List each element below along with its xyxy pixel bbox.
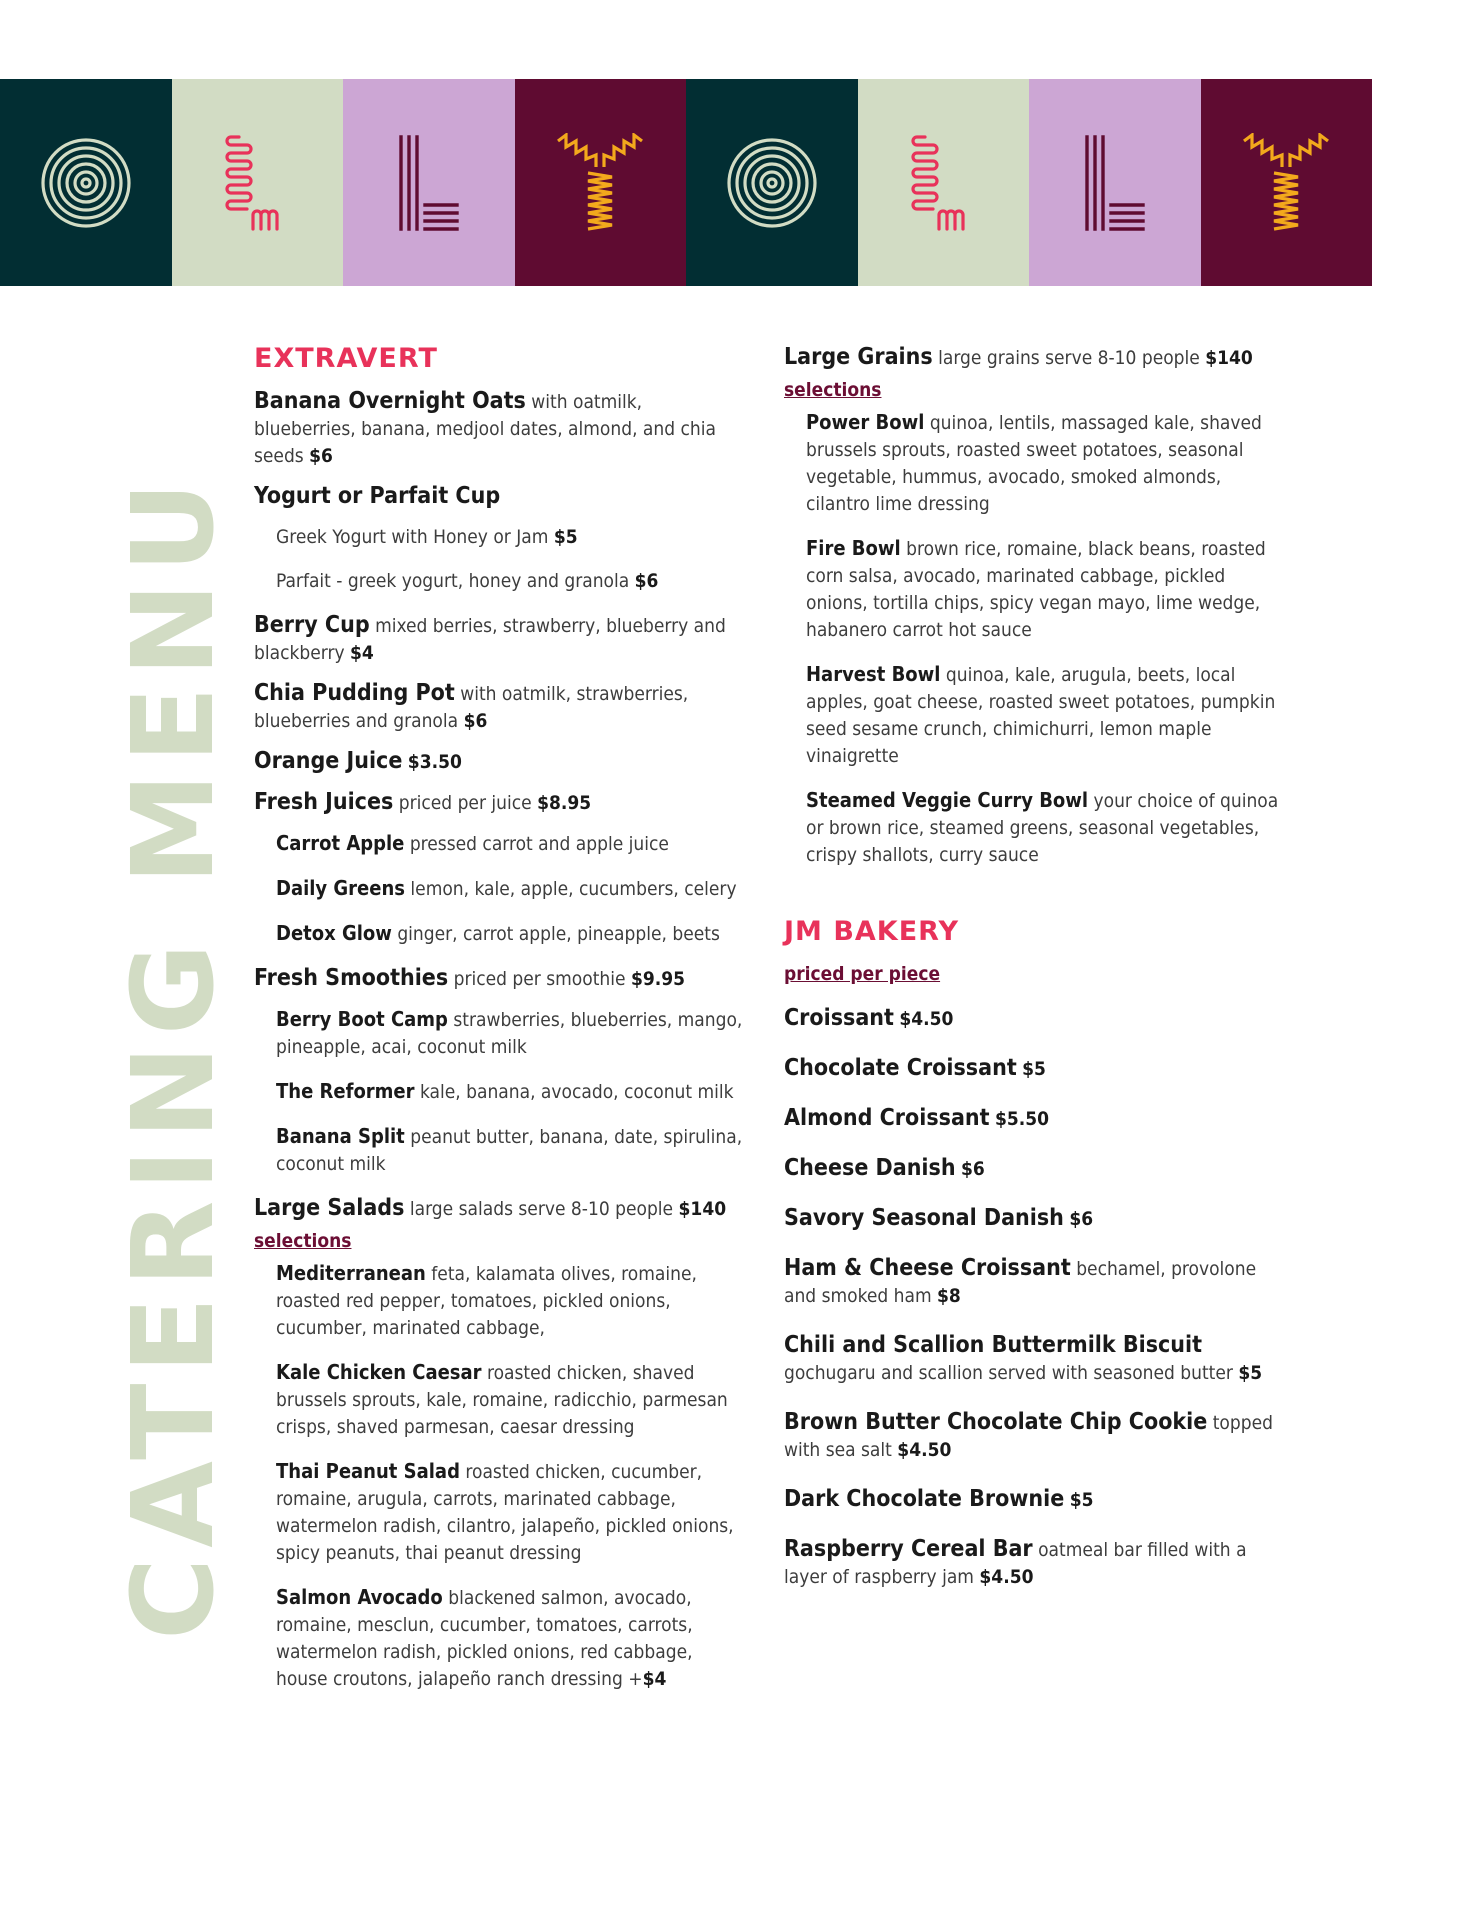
item-name: Mediterranean	[276, 1260, 426, 1285]
item-price: $4.50	[899, 1007, 954, 1030]
item-desc: pressed carrot and apple juice	[409, 832, 669, 855]
banner-tile	[686, 79, 858, 286]
banner-tile	[343, 79, 515, 286]
menu-item-cheese-danish	[784, 1155, 1284, 1183]
item-name: Brown Butter Chocolate Chip Cookie	[784, 1408, 1208, 1435]
brand-banner	[0, 79, 1372, 286]
item-name: Berry Cup	[254, 611, 370, 638]
item-price: $140	[1205, 347, 1253, 369]
item-name: Fire Bowl	[806, 536, 901, 560]
section-heading-bakery: JM BAKERY	[784, 916, 960, 947]
menu-subitem-berry-boot-camp	[276, 1006, 744, 1061]
menu-item-chocolate-croissant	[784, 1055, 1284, 1083]
bakery-section	[784, 917, 1284, 1591]
item-desc: oatmeal bar filled with a layer of raspberry jam	[784, 1538, 1247, 1588]
item-name: Chia Pudding Pot	[254, 679, 455, 706]
item-name: Harvest Bowl	[806, 662, 941, 686]
menu-item-chocolate-chip-cookie	[784, 1409, 1284, 1464]
banner-tile	[515, 79, 687, 286]
item-desc: brown rice, romaine, black beans, roasted corn salsa, avocado, marinated cabbage, pickled onions, tortilla chips, spicy vegan mayo, lime wedge, habanero carrot hot sauce	[806, 538, 1266, 641]
item-desc: priced per juice	[398, 791, 532, 814]
menu-item-savory-danish	[784, 1205, 1284, 1233]
menu-item-large-grains	[784, 344, 1284, 372]
concentric-circles-icon	[40, 137, 132, 229]
lines-l-icon	[397, 135, 461, 231]
menu-item-berry-cup	[254, 612, 744, 667]
menu-subitem-detox-glow	[276, 920, 744, 948]
banner-tile	[1201, 79, 1373, 286]
grain-options	[784, 409, 1284, 869]
item-name: Savory Seasonal Danish	[784, 1204, 1064, 1231]
salad-selections-label: selections	[254, 1229, 352, 1252]
item-price: $4	[642, 1667, 667, 1690]
menu-subitem-greek-yogurt	[254, 524, 744, 551]
menu-subitem-carrot-apple	[276, 830, 744, 858]
grain-selections-label: selections	[784, 379, 882, 401]
item-name: Yogurt or Parfait Cup	[254, 482, 501, 509]
item-name: Power Bowl	[806, 410, 925, 434]
item-desc: gochugaru and scallion served with seasoned butter	[784, 1361, 1233, 1384]
item-desc: Parfait - greek yogurt, honey and granola	[276, 569, 630, 592]
item-name: Banana Overnight Oats	[254, 387, 526, 414]
item-price: $5	[1238, 1361, 1263, 1384]
menu-subitem-curry-bowl	[806, 787, 1284, 869]
item-price: $6	[961, 1157, 985, 1180]
item-name: Banana Split	[276, 1123, 405, 1148]
item-price: $3.50	[407, 750, 462, 773]
item-name: Thai Peanut Salad	[276, 1458, 460, 1483]
item-desc: with oatmilk, strawberries, blueberries and granola	[254, 682, 689, 732]
item-price: $4.50	[897, 1438, 952, 1461]
menu-item-brownie	[784, 1486, 1284, 1514]
item-price: $140	[678, 1197, 727, 1220]
item-name: Cheese Danish	[784, 1154, 956, 1181]
item-price: $5	[1022, 1057, 1046, 1080]
banner-tile	[1029, 79, 1201, 286]
menu-item-buttermilk-biscuit	[784, 1332, 1284, 1387]
squiggle-l-icon	[911, 133, 975, 233]
item-desc: Greek Yogurt with Honey or Jam	[276, 525, 549, 548]
item-price: $6	[309, 444, 333, 467]
menu-subitem-daily-greens	[276, 875, 744, 903]
item-name: Daily Greens	[276, 875, 405, 900]
item-name: Fresh Juices	[254, 788, 394, 815]
item-desc: with oatmilk, blueberries, banana, medjool dates, almond, and chia seeds	[254, 390, 716, 467]
item-desc: bechamel, provolone and smoked ham	[784, 1257, 1257, 1307]
item-name: Large Salads	[254, 1194, 405, 1221]
item-name: The Reformer	[276, 1078, 415, 1103]
item-desc: roasted chicken, cucumber, romaine, arugula, carrots, marinated cabbage, watermelon radish, cilantro, jalapeño, pickled onions, spicy peanuts, thai peanut dressing	[276, 1460, 734, 1564]
banner-tile	[172, 79, 344, 286]
item-desc: roasted chicken, shaved brussels sprouts, kale, romaine, radicchio, parmesan crisps, shaved parmesan, caesar dressing	[276, 1361, 728, 1438]
item-name: Detox Glow	[276, 920, 392, 945]
catering-menu-title: CATERING MENU	[109, 471, 239, 1640]
item-price: $5	[1069, 1488, 1094, 1511]
extravert-column	[254, 344, 744, 1710]
grains-bakery-column	[784, 344, 1284, 1613]
menu-subitem-kale-caesar	[276, 1359, 744, 1441]
item-desc: peanut butter, banana, date, spirulina, coconut milk	[276, 1125, 743, 1175]
menu-subitem-harvest-bowl	[806, 661, 1284, 770]
item-name: Carrot Apple	[276, 830, 405, 855]
menu-subitem-banana-split	[276, 1123, 744, 1178]
item-price: $9.95	[630, 967, 686, 990]
item-name: Salmon Avocado	[276, 1584, 443, 1609]
item-name: Ham & Cheese Croissant	[784, 1254, 1071, 1281]
menu-item-banana-oats	[254, 388, 744, 470]
item-desc: blackened salmon, avocado, romaine, mesclun, cucumber, tomatoes, carrots, watermelon radish, pickled onions, red cabbage, house croutons, jalapeño ranch dressing +	[276, 1586, 693, 1690]
item-name: Croissant	[784, 1004, 894, 1031]
menu-item-orange-juice	[254, 748, 744, 776]
item-name: Orange Juice	[254, 747, 403, 774]
lines-l-icon	[1083, 135, 1147, 231]
banner-tile	[0, 79, 172, 286]
item-price: $4.50	[979, 1565, 1034, 1588]
zigzag-y-icon	[556, 133, 644, 233]
zigzag-y-icon	[1242, 133, 1330, 233]
menu-subitem-fire-bowl	[806, 535, 1284, 644]
item-name: Raspberry Cereal Bar	[784, 1535, 1033, 1562]
menu-subitem-parfait	[254, 568, 744, 595]
menu-item-raspberry-cereal-bar	[784, 1536, 1284, 1591]
item-price: $8.95	[537, 791, 592, 814]
menu-subitem-thai-peanut	[276, 1458, 744, 1567]
menu-item-croissant	[784, 1005, 1284, 1033]
item-desc: your choice of quinoa or brown rice, steamed greens, seasonal vegetables, crispy shallots, curry sauce	[806, 790, 1279, 866]
item-price: $5	[553, 525, 578, 548]
item-desc: feta, kalamata olives, romaine, roasted red pepper, tomatoes, pickled onions, cucumber, marinated cabbage,	[276, 1262, 697, 1339]
bakery-pricing-note: priced per piece	[784, 962, 941, 985]
item-desc: strawberries, blueberries, mango, pineapple, acai, coconut milk	[276, 1008, 743, 1058]
item-desc: kale, banana, avocado, coconut milk	[419, 1080, 734, 1103]
item-price: $5.50	[995, 1107, 1050, 1130]
item-name: Kale Chicken Caesar	[276, 1359, 482, 1384]
item-price: $6	[463, 709, 488, 732]
menu-item-large-salads	[254, 1195, 744, 1223]
item-desc: large salads serve 8-10 people	[409, 1197, 674, 1220]
item-desc: topped with sea salt	[784, 1411, 1273, 1461]
item-desc: mixed berries, strawberry, blueberry and blackberry	[254, 614, 726, 664]
menu-item-yogurt	[254, 483, 744, 511]
smoothie-options	[254, 1006, 744, 1178]
menu-subitem-salmon-avocado	[276, 1584, 744, 1693]
item-name: Fresh Smoothies	[254, 964, 449, 991]
menu-item-fresh-smoothies	[254, 965, 744, 993]
squiggle-l-icon	[225, 133, 289, 233]
section-heading-extravert: EXTRAVERT	[254, 343, 438, 374]
item-desc: ginger, carrot apple, pineapple, beets	[397, 922, 720, 945]
item-desc: large grains serve 8-10 people	[938, 347, 1200, 369]
item-desc: lemon, kale, apple, cucumbers, celery	[410, 877, 737, 900]
menu-item-almond-croissant	[784, 1105, 1284, 1133]
item-price: $8	[937, 1284, 961, 1307]
item-desc: quinoa, lentils, massaged kale, shaved brussels sprouts, roasted sweet potatoes, seasonal vegetable, hummus, avocado, smoked almonds, cilantro lime dressing	[806, 412, 1262, 515]
item-desc: quinoa, kale, arugula, beets, local apples, goat cheese, roasted sweet potatoes, pumpkin seed sesame crunch, chimichurri, lemon maple vinaigrette	[806, 664, 1276, 767]
item-name: Dark Chocolate Brownie	[784, 1485, 1065, 1512]
item-name: Berry Boot Camp	[276, 1006, 448, 1031]
concentric-circles-icon	[726, 137, 818, 229]
menu-item-chia-pudding	[254, 680, 744, 735]
item-desc: priced per smoothie	[453, 967, 626, 990]
juice-options	[254, 830, 744, 948]
item-price: $4	[350, 641, 374, 664]
item-name: Steamed Veggie Curry Bowl	[806, 788, 1089, 812]
item-price: $6	[1069, 1207, 1094, 1230]
item-name: Large Grains	[784, 344, 933, 370]
item-price: $6	[634, 569, 659, 592]
menu-subitem-power-bowl	[806, 409, 1284, 518]
salad-options	[254, 1260, 744, 1693]
item-name: Almond Croissant	[784, 1104, 990, 1131]
menu-subitem-reformer	[276, 1078, 744, 1106]
item-name: Chocolate Croissant	[784, 1054, 1017, 1081]
menu-item-fresh-juices	[254, 789, 744, 817]
item-name: Chili and Scallion Buttermilk Biscuit	[784, 1331, 1202, 1358]
menu-subitem-mediterranean	[276, 1260, 744, 1342]
banner-tile	[858, 79, 1030, 286]
menu-item-ham-cheese-croissant	[784, 1255, 1284, 1310]
